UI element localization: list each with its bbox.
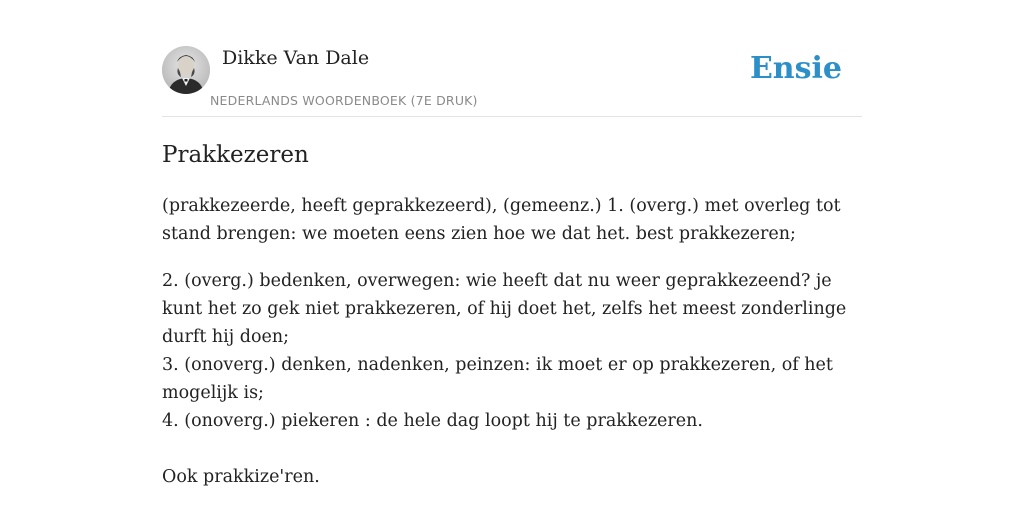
definition-sense-2: 2. (overg.) bedenken, overwegen: wie heeft dat nu weer geprakkezeend? je kunt het zo gek niet prakkezeren, of hij doet het, zelfs het meest zonderlinge durft hij doen;	[162, 271, 847, 347]
definition-sense-3: 3. (onoverg.) denken, nadenken, peinzen: ik moet er op prakkezeren, of het mogelijk is;	[162, 355, 833, 403]
dictionary-source[interactable]: NEDERLANDS WOORDENBOEK (7E DRUK)	[210, 93, 478, 108]
entry-header	[162, 0, 862, 117]
entry-card	[162, 0, 862, 512]
definition-variant: Ook prakkize'ren.	[162, 467, 320, 487]
ensie-logo[interactable]: Ensie	[749, 51, 842, 86]
entry-definition	[162, 192, 862, 510]
definition-paragraph-2	[162, 267, 862, 491]
author-avatar[interactable]	[162, 46, 210, 94]
definition-sense-4: 4. (onoverg.) piekeren : de hele dag loopt hij te prakkezeren.	[162, 411, 703, 431]
line-gap	[162, 435, 862, 463]
portrait-icon	[162, 46, 210, 94]
author-name[interactable]: Dikke Van Dale	[222, 47, 370, 69]
entry-title: Prakkezeren	[162, 142, 309, 168]
definition-paragraph-1: (prakkezeerde, heeft geprakkezeerd), (gemeenz.) 1. (overg.) met overleg tot stand brengen: we moeten eens zien hoe we dat het. best prakkezeren;	[162, 196, 841, 244]
